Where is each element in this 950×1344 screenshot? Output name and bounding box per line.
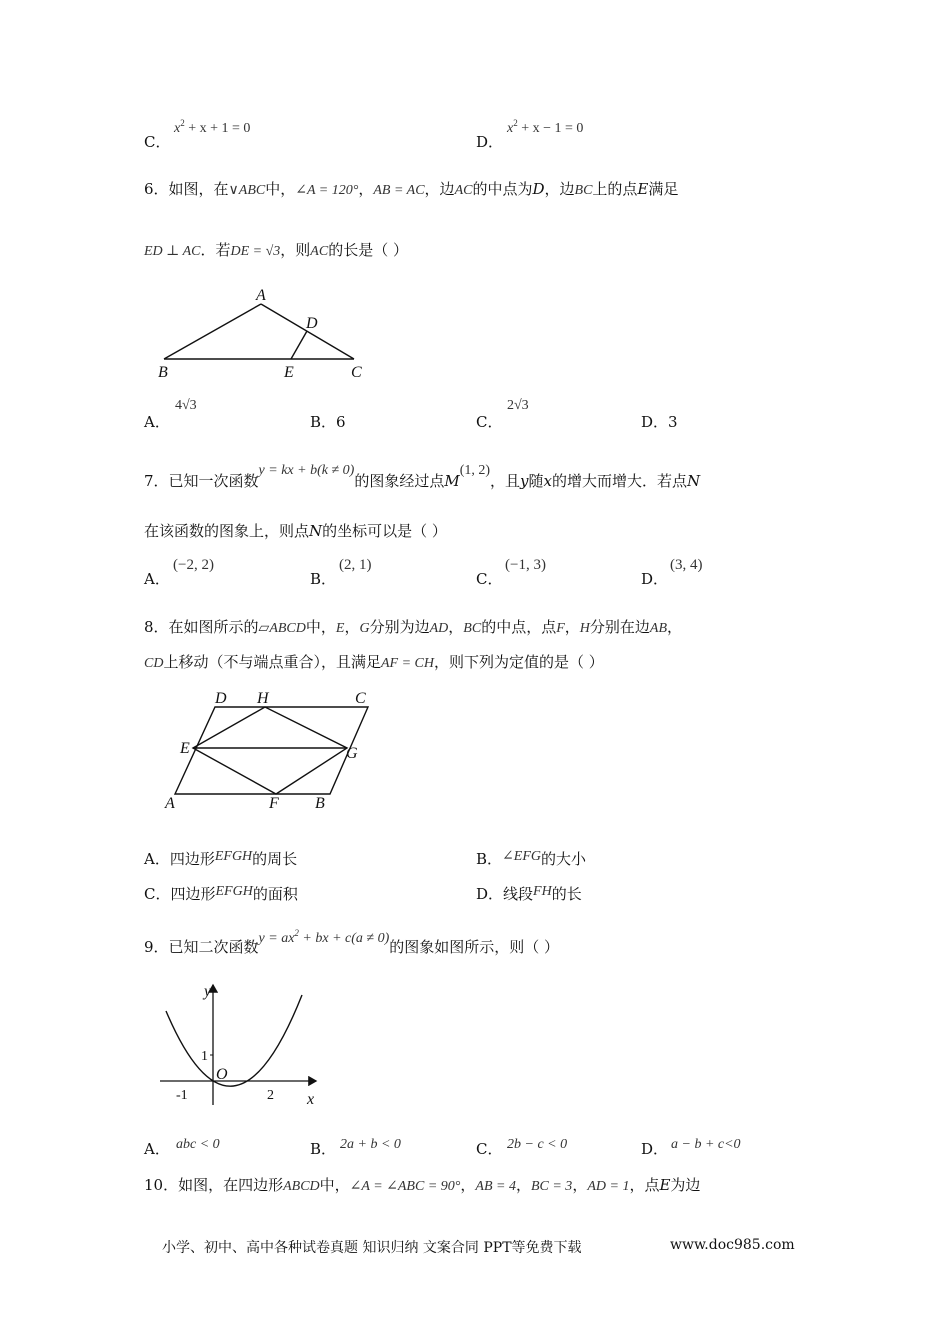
- q8-option-d: D．线段FH的长: [476, 884, 582, 903]
- q6-stem-line2: ED ⊥ AC．若DE = √3，则AC的长是（ ）: [144, 241, 408, 259]
- q7-option-b-math: (2, 1): [339, 557, 372, 573]
- footer-url[interactable]: www.doc985.com: [670, 1237, 795, 1253]
- q8-stem-line1: 8．在如图所示的▱ABCD中，E，G分别为边AD，BC的中点，点F，H分别在边AB，: [144, 618, 683, 636]
- q8-label-b: B: [315, 795, 325, 812]
- q9-label-one: 1: [201, 1049, 208, 1064]
- q7-option-d-math: (3, 4): [670, 557, 703, 573]
- q6-option-c: C．: [476, 413, 503, 431]
- q9-option-c: C．: [476, 1140, 503, 1158]
- q8-label-c: C: [355, 690, 366, 707]
- q7-option-b: B．: [310, 570, 337, 588]
- q9-option-a-math: abc < 0: [176, 1137, 220, 1152]
- q6-option-c-math: 2√3: [507, 398, 529, 413]
- q9-option-c-math: 2b − c < 0: [507, 1137, 568, 1152]
- q7-stem-line1: 7．已知一次函数y = kx + b(k ≠ 0)的图象经过点M(1, 2)，且y随x的增大而增大．若点N: [144, 463, 701, 490]
- q7-option-c-math: (−1, 3): [505, 557, 546, 573]
- q7-option-a-math: (−2, 2): [173, 557, 214, 573]
- q6-label-c: C: [351, 364, 362, 381]
- q9-option-a: A．: [144, 1140, 170, 1158]
- q10-stem-line1: 10．如图，在四边形ABCD中，∠A = ∠ABC = 90°，AB = 4，BC = 3，AD = 1，点E为边: [144, 1176, 701, 1194]
- footer-text: 小学、初中、高中各种试卷真题 知识归纳 文案合同 PPT等免费下载: [162, 1240, 582, 1256]
- q9-label-two: 2: [267, 1088, 274, 1103]
- q8-label-h: H: [257, 690, 269, 707]
- q8-parallelogram-abcd: [175, 707, 368, 794]
- q8-label-d: D: [215, 690, 227, 707]
- q9-stem: 9．已知二次函数$y = ax^2$ + bx + c(a ≠ 0)的图象如图所示，则（ ）: [144, 928, 560, 956]
- q6-segment-ed: [291, 331, 307, 359]
- q8-stem-line2: CD上移动（不与端点重合），且满足AF = CH，则下列为定值的是（ ）: [144, 653, 604, 671]
- q8-label-f: F: [269, 795, 279, 812]
- q9-option-b: B．: [310, 1140, 337, 1158]
- q6-label-d: D: [306, 315, 318, 332]
- q9-option-b-math: 2a + b < 0: [340, 1137, 401, 1152]
- q9-option-d-math: a − b + c<0: [671, 1137, 741, 1152]
- q9-label-neg1: -1: [176, 1088, 188, 1103]
- q7-option-d: D．: [641, 570, 669, 588]
- q6-option-d: D．3: [641, 413, 678, 431]
- q9-label-y: y: [204, 983, 212, 1000]
- q9-parabola-figure: [150, 975, 330, 1110]
- q7-option-a: A．: [144, 570, 170, 588]
- q6-label-e: E: [284, 364, 294, 381]
- q6-triangle-figure: [150, 282, 380, 382]
- q5-option-c-math: $x^2 + x + 1 = 0$: [174, 118, 251, 136]
- q9-parabola-curve: [166, 995, 302, 1086]
- q8-quadrilateral-efgh: [193, 707, 347, 794]
- q8-label-a: A: [165, 795, 175, 812]
- q7-option-c: C．: [476, 570, 503, 588]
- q8-label-e: E: [180, 740, 190, 757]
- q6-label-a: A: [256, 287, 266, 304]
- q8-option-a: A．四边形EFGH的周长: [144, 849, 298, 868]
- q6-stem-line1: 6．如图，在∨ABC中，∠A = 120°，AB = AC，边AC的中点为D，边BC上的点E满足: [144, 180, 679, 198]
- q6-option-b: B．6: [310, 413, 346, 431]
- q5-option-d: D．: [476, 133, 504, 151]
- q8-option-c: C．四边形EFGH的面积: [144, 884, 298, 903]
- q9-option-d: D．: [641, 1140, 669, 1158]
- q6-option-a-math: 4√3: [175, 398, 197, 413]
- q8-option-b: B．∠EFG的大小: [476, 849, 586, 868]
- q5-option-c: C．: [144, 133, 171, 151]
- q8-parallelogram-figure: [155, 686, 385, 816]
- q9-label-x: x: [307, 1091, 315, 1108]
- q8-label-g: G: [346, 745, 358, 762]
- q7-stem-line2: 在该函数的图象上，则点N的坐标可以是（ ）: [144, 522, 447, 540]
- q9-label-origin: O: [216, 1066, 228, 1083]
- q5-option-d-math: $x^2 + x - 1 = 0$: [507, 118, 584, 136]
- q6-label-b: B: [158, 364, 168, 381]
- q6-option-a: A．: [144, 413, 170, 431]
- q6-side-ab: [164, 304, 261, 359]
